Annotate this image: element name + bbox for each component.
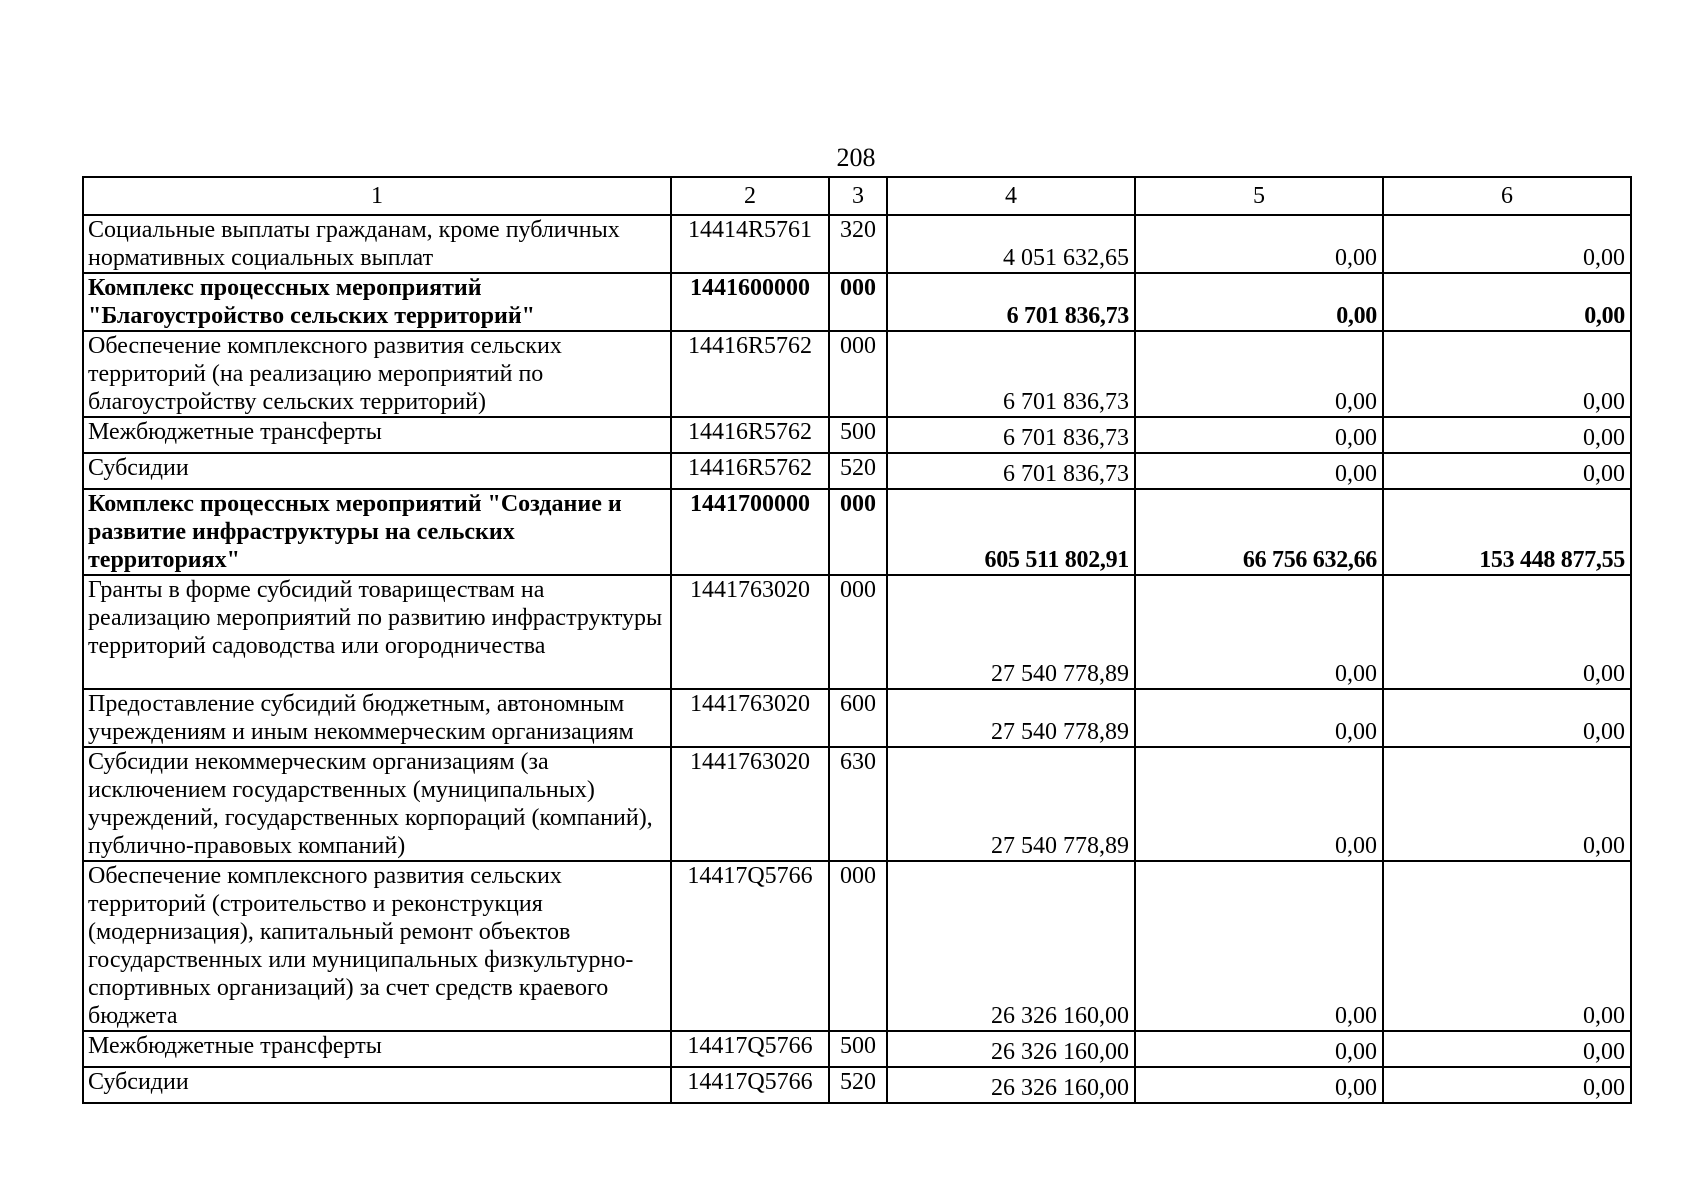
row-code: 14414R5761 xyxy=(671,215,829,273)
row-name: Обеспечение комплексного развития сельских территорий (на реализацию мероприятий по благоустройству сельских территорий) xyxy=(83,331,671,417)
column-header-3: 3 xyxy=(829,177,887,215)
table-row xyxy=(83,273,1631,331)
table-row xyxy=(83,861,1631,1031)
row-value-5: 66 756 632,66 xyxy=(1135,489,1383,575)
row-type: 000 xyxy=(829,273,887,331)
row-type: 000 xyxy=(829,861,887,1031)
row-value-4: 26 326 160,00 xyxy=(887,861,1135,1031)
row-type: 520 xyxy=(829,453,887,489)
column-header-1: 1 xyxy=(83,177,671,215)
row-value-6: 0,00 xyxy=(1383,1067,1631,1103)
row-value-5: 0,00 xyxy=(1135,1031,1383,1067)
row-code: 1441763020 xyxy=(671,689,829,747)
row-value-6: 0,00 xyxy=(1383,747,1631,861)
column-header-4: 4 xyxy=(887,177,1135,215)
row-value-4: 26 326 160,00 xyxy=(887,1067,1135,1103)
row-name: Обеспечение комплексного развития сельских территорий (строительство и реконструкция (модернизация), капитальный ремонт объектов государственных или муниципальных физкультурно-спортивных организаций) за счет средств краевого бюджета xyxy=(83,861,671,1031)
row-type: 630 xyxy=(829,747,887,861)
table-row xyxy=(83,489,1631,575)
row-value-6: 0,00 xyxy=(1383,1031,1631,1067)
row-code: 1441763020 xyxy=(671,575,829,689)
row-value-6: 0,00 xyxy=(1383,273,1631,331)
row-value-5: 0,00 xyxy=(1135,575,1383,689)
row-code: 14416R5762 xyxy=(671,331,829,417)
row-value-6: 0,00 xyxy=(1383,331,1631,417)
row-value-4: 27 540 778,89 xyxy=(887,689,1135,747)
table-row xyxy=(83,417,1631,453)
row-name: Гранты в форме субсидий товариществам на реализацию мероприятий по развитию инфраструктуры территорий садоводства или огородничества xyxy=(83,575,671,689)
table-row xyxy=(83,689,1631,747)
row-type: 520 xyxy=(829,1067,887,1103)
row-value-6: 0,00 xyxy=(1383,861,1631,1031)
row-name: Предоставление субсидий бюджетным, автономным учреждениям и иным некоммерческим организациям xyxy=(83,689,671,747)
row-type: 000 xyxy=(829,331,887,417)
table-row xyxy=(83,331,1631,417)
row-value-4: 6 701 836,73 xyxy=(887,331,1135,417)
table-row xyxy=(83,1067,1631,1103)
row-value-4: 27 540 778,89 xyxy=(887,575,1135,689)
row-type: 500 xyxy=(829,1031,887,1067)
column-header-5: 5 xyxy=(1135,177,1383,215)
row-value-5: 0,00 xyxy=(1135,417,1383,453)
row-value-4: 6 701 836,73 xyxy=(887,453,1135,489)
row-value-5: 0,00 xyxy=(1135,861,1383,1031)
table-row xyxy=(83,1031,1631,1067)
row-name: Субсидии некоммерческим организациям (за исключением государственных (муниципальных) учреждений, государственных корпораций (компаний), публично-правовых компаний) xyxy=(83,747,671,861)
row-code: 1441700000 xyxy=(671,489,829,575)
row-value-5: 0,00 xyxy=(1135,273,1383,331)
row-code: 14417Q5766 xyxy=(671,1031,829,1067)
row-value-4: 26 326 160,00 xyxy=(887,1031,1135,1067)
table-row xyxy=(83,453,1631,489)
row-code: 14416R5762 xyxy=(671,453,829,489)
row-type: 500 xyxy=(829,417,887,453)
row-value-6: 0,00 xyxy=(1383,689,1631,747)
row-type: 000 xyxy=(829,575,887,689)
row-value-6: 0,00 xyxy=(1383,215,1631,273)
row-name: Субсидии xyxy=(83,453,671,489)
row-value-5: 0,00 xyxy=(1135,331,1383,417)
row-code: 1441600000 xyxy=(671,273,829,331)
row-type: 320 xyxy=(829,215,887,273)
row-name: Комплекс процессных мероприятий "Благоустройство сельских территорий" xyxy=(83,273,671,331)
row-value-4: 605 511 802,91 xyxy=(887,489,1135,575)
row-value-6: 0,00 xyxy=(1383,575,1631,689)
budget-table xyxy=(82,176,1632,1104)
row-value-6: 153 448 877,55 xyxy=(1383,489,1631,575)
row-code: 14417Q5766 xyxy=(671,1067,829,1103)
row-value-4: 6 701 836,73 xyxy=(887,417,1135,453)
row-name: Субсидии xyxy=(83,1067,671,1103)
row-value-5: 0,00 xyxy=(1135,215,1383,273)
row-value-4: 27 540 778,89 xyxy=(887,747,1135,861)
row-name: Комплекс процессных мероприятий "Создание и развитие инфраструктуры на сельских территориях" xyxy=(83,489,671,575)
row-value-4: 4 051 632,65 xyxy=(887,215,1135,273)
table-row xyxy=(83,747,1631,861)
row-code: 14416R5762 xyxy=(671,417,829,453)
page-number: 208 xyxy=(836,143,876,172)
row-type: 000 xyxy=(829,489,887,575)
row-value-6: 0,00 xyxy=(1383,417,1631,453)
row-value-5: 0,00 xyxy=(1135,453,1383,489)
column-header-2: 2 xyxy=(671,177,829,215)
table-row xyxy=(83,575,1631,689)
header-row xyxy=(83,177,1631,215)
row-name: Социальные выплаты гражданам, кроме публичных нормативных социальных выплат xyxy=(83,215,671,273)
row-code: 14417Q5766 xyxy=(671,861,829,1031)
row-value-5: 0,00 xyxy=(1135,1067,1383,1103)
row-type: 600 xyxy=(829,689,887,747)
row-value-4: 6 701 836,73 xyxy=(887,273,1135,331)
row-code: 1441763020 xyxy=(671,747,829,861)
column-header-6: 6 xyxy=(1383,177,1631,215)
row-value-5: 0,00 xyxy=(1135,747,1383,861)
row-name: Межбюджетные трансферты xyxy=(83,417,671,453)
row-value-5: 0,00 xyxy=(1135,689,1383,747)
table-row xyxy=(83,215,1631,273)
row-name: Межбюджетные трансферты xyxy=(83,1031,671,1067)
row-value-6: 0,00 xyxy=(1383,453,1631,489)
